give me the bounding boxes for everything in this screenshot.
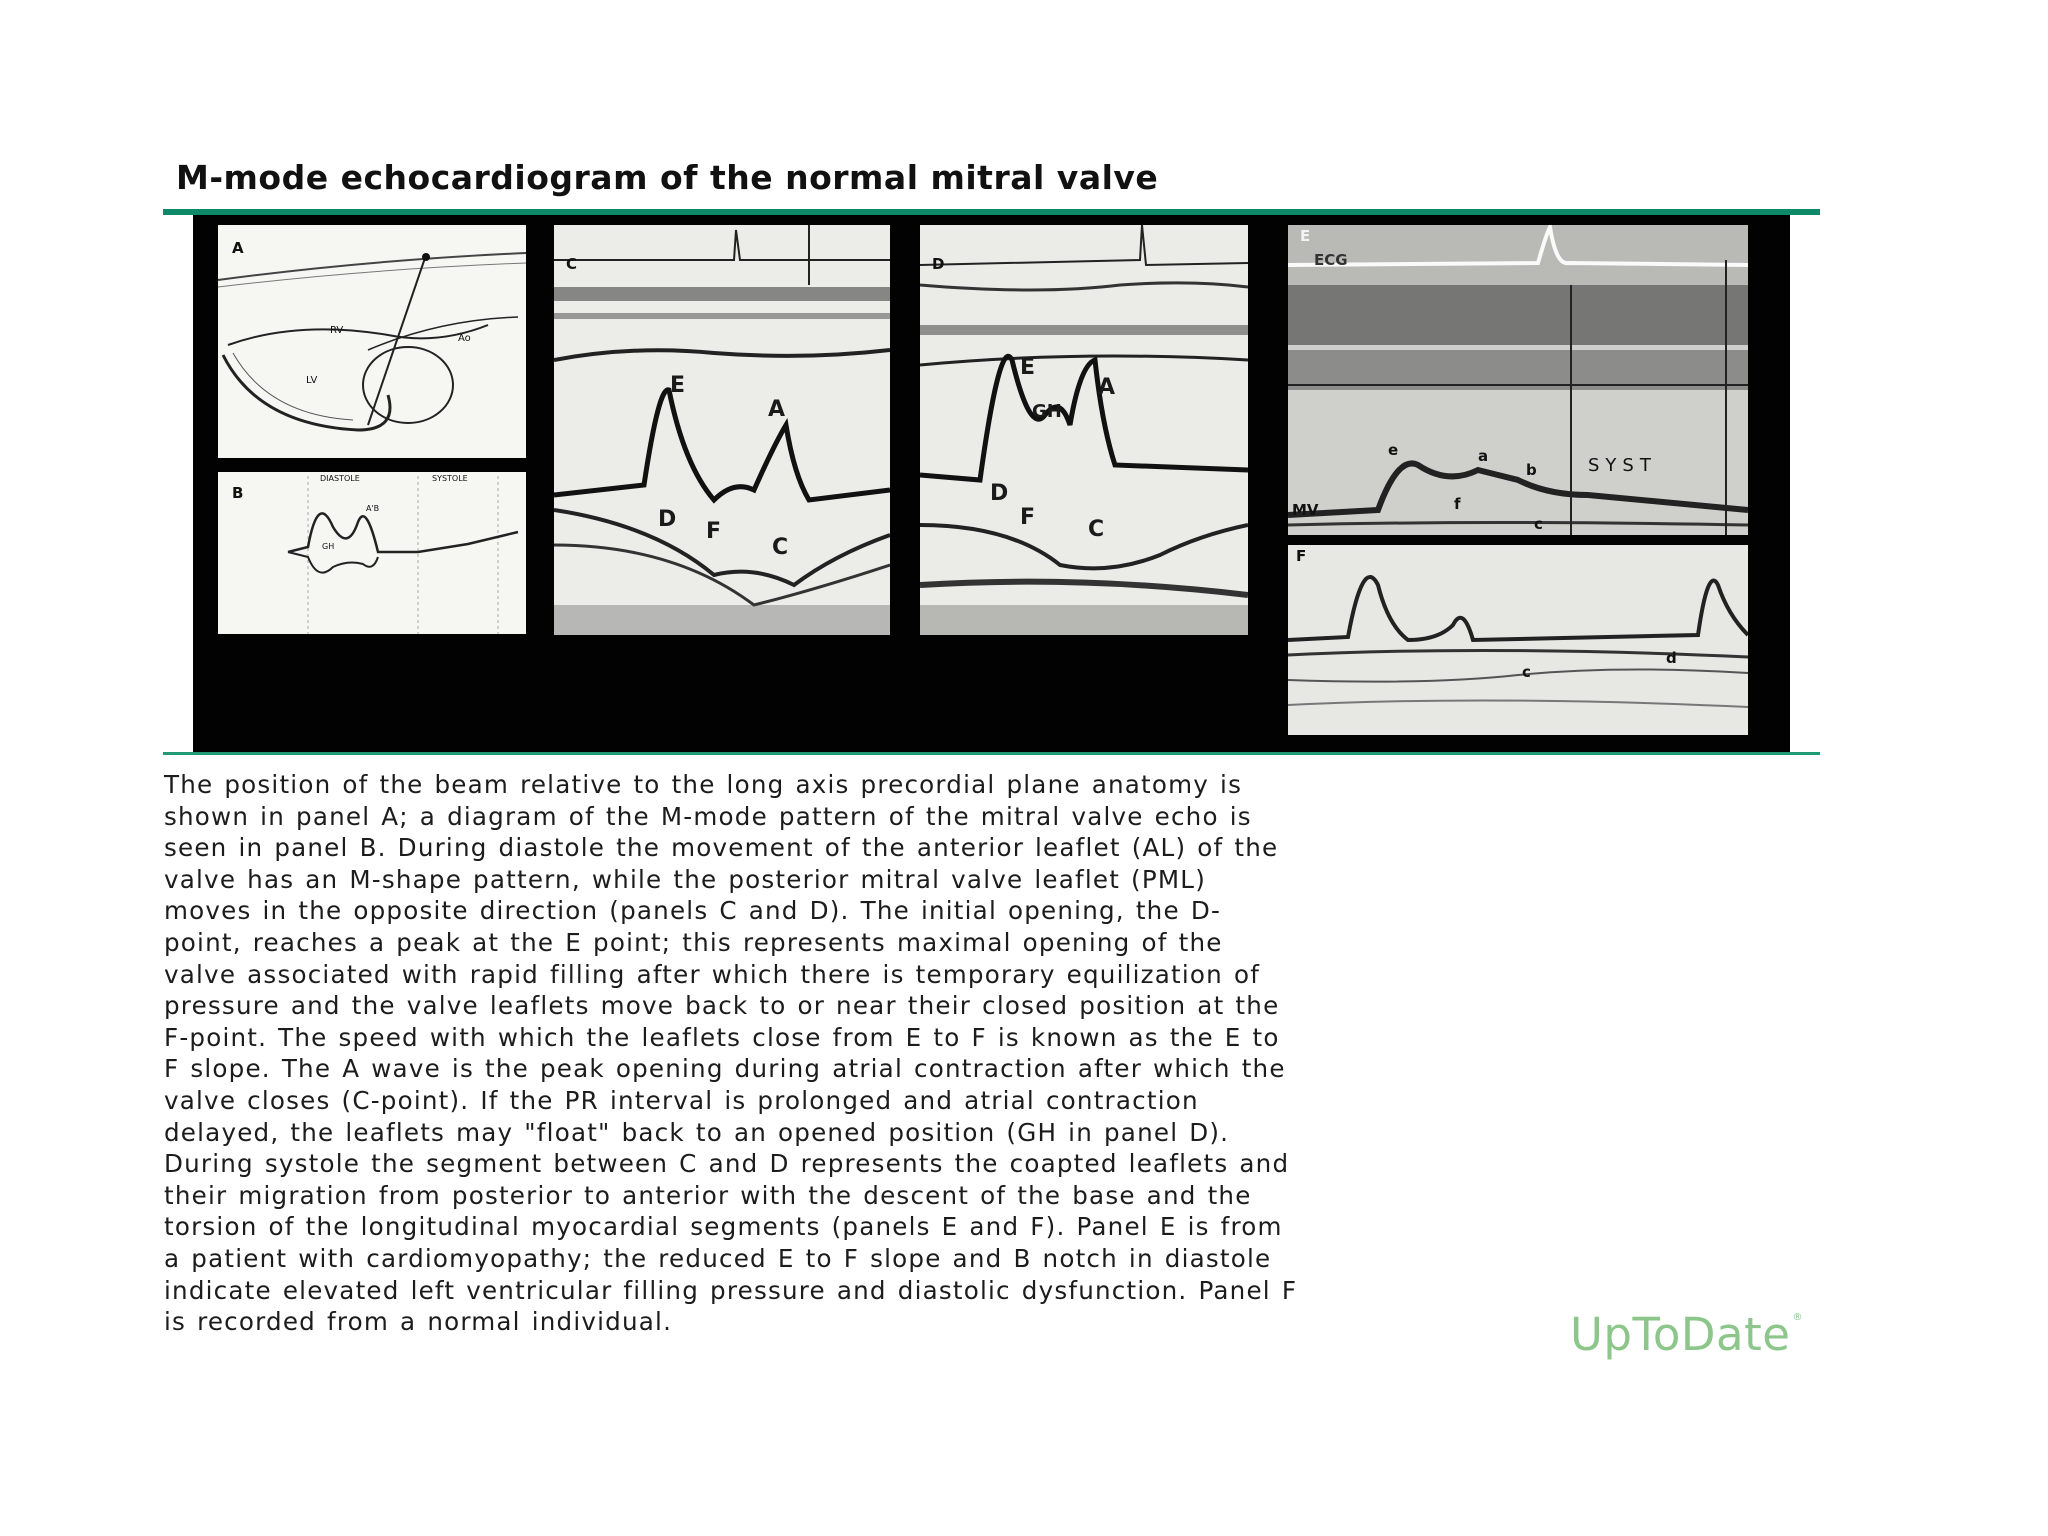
caption-line: a patient with cardiomyopathy; the reduced E to F slope and B notch in diastole [164,1243,1272,1273]
panel-b-drawing [218,472,526,634]
caption-line: valve has an M-shape pattern, while the posterior mitral valve leaflet (PML) [164,864,1206,894]
caption-line: F-point. The speed with which the leaflets close from E to F is known as the E to [164,1022,1280,1052]
caption-line: valve closes (C-point). If the PR interval is prolonged and atrial contraction [164,1085,1199,1115]
panel-a-ao: Ao [458,333,471,344]
panel-c-c: C [772,535,789,560]
caption-line: moves in the opposite direction (panels C and D). The initial opening, the D- [164,896,1222,926]
panel-a-rv: RV [330,325,344,336]
panel-e-c: c [1534,515,1543,533]
panel-a-lv: LV [306,375,318,386]
panel-c [554,225,890,635]
panel-d-c: C [1088,517,1105,542]
panel-d-f: F [1020,505,1036,530]
panel-c-trace [554,225,890,635]
panel-e [1288,225,1748,535]
panel-e-ecg: ECG [1314,251,1348,269]
caption-line: seen in panel B. During diastole the movement of the anterior leaflet (AL) of the [164,833,1279,863]
panel-a-label: A [232,239,244,257]
panel-b-systole: SYSTOLE [432,474,468,483]
caption-line: F slope. The A wave is the peak opening during atrial contraction after which the [164,1054,1286,1084]
panel-e-syst: SYST [1588,455,1657,476]
panel-f [1288,545,1748,735]
caption-line: pressure and the valve leaflets move back to or near their closed position at the [164,991,1280,1021]
panel-e-label: E [1300,227,1311,245]
panel-f-label: F [1296,547,1307,565]
panel-e-f: f [1454,495,1461,513]
panel-c-f: F [706,519,722,544]
panel-b [218,472,526,634]
figure-caption [164,769,1824,1338]
caption-line: torsion of the longitudinal myocardial segments (panels E and F). Panel E is from [164,1212,1283,1242]
panel-b-diastole: DIASTOLE [320,474,360,483]
caption-line: The position of the beam relative to the long axis precordial plane anatomy is [164,770,1243,799]
panel-c-d: D [658,507,677,532]
panel-b-gh: GH [322,542,335,551]
panel-d-gh: GH [1032,401,1062,422]
panel-a-drawing [218,225,526,458]
panel-d-e: E [1020,355,1036,380]
panel-b-ab: A'B [366,504,380,513]
caption-line: During systole the segment between C and D represents the coapted leaflets and [164,1149,1290,1179]
panel-f-trace [1288,545,1748,735]
panel-e-mv: MV [1292,501,1319,519]
panel-c-a: A [768,397,786,422]
panel-d-a: A [1098,375,1116,400]
panel-f-c: c [1522,663,1531,681]
panel-d [920,225,1248,635]
echo-figure [193,215,1790,752]
caption-line: valve associated with rapid filling after which there is temporary equilization of [164,959,1261,989]
caption-line: indicate elevated left ventricular filling pressure and diastolic dysfunction. Panel F [164,1275,1298,1305]
caption-line: their migration from posterior to anterior with the descent of the base and the [164,1180,1252,1210]
caption-line: is recorded from a normal individual. [164,1307,673,1337]
caption-line: point, reaches a peak at the E point; this represents maximal opening of the [164,927,1223,957]
panel-d-label: D [932,255,945,273]
panel-f-d: d [1666,649,1677,667]
panel-b-label: B [232,484,244,502]
panel-e-a: a [1478,447,1489,465]
panel-a [218,225,526,458]
caption-line: delayed, the leaflets may "float" back to an opened position (GH in panel D). [164,1117,1230,1147]
panel-d-d: D [990,481,1009,506]
panel-c-label: C [566,255,578,273]
brand-name: UpToDate [1570,1308,1791,1361]
panel-e-trace [1288,225,1748,535]
panel-d-trace [920,225,1248,635]
figure-title: M-mode echocardiogram of the normal mitral valve [176,158,1159,197]
panel-e-b: b [1526,461,1537,479]
caption-line: shown in panel A; a diagram of the M-mode pattern of the mitral valve echo is [164,801,1252,831]
panel-c-e: E [670,373,686,398]
uptodate-logo [1570,1308,1801,1361]
panel-e-e: e [1388,441,1399,459]
caption-divider [163,752,1820,755]
registered-mark: ® [1792,1312,1803,1323]
